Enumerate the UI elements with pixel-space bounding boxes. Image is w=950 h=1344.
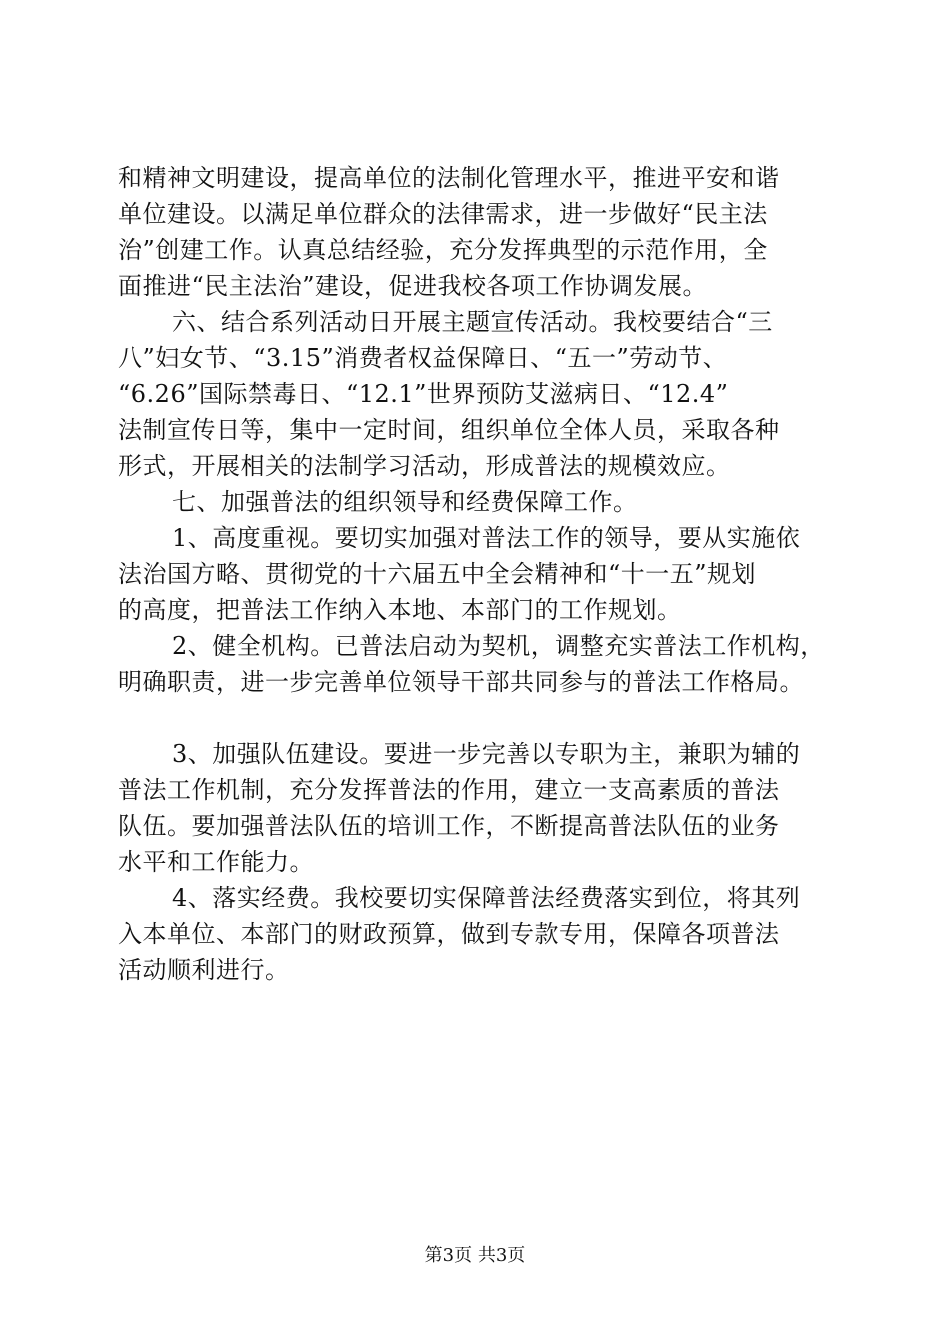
text-line: 活动顺利进行。 <box>118 956 290 984</box>
text-line: 单位建设。以满足单位群众的法律需求，进一步做好“民主法 <box>118 200 768 228</box>
list-item: 3、加强队伍建设。要进一步完善以专职为主，兼职为辅的 <box>172 740 801 768</box>
text-line: 的高度，把普法工作纳入本地、本部门的工作规划。 <box>118 596 682 624</box>
text-line: 面推进“民主法治”建设，促进我校各项工作协调发展。 <box>118 272 708 300</box>
list-item: 2、健全机构。已普法启动为契机，调整充实普法工作机构， <box>172 632 825 660</box>
text-line: 明确职责，进一步完善单位领导干部共同参与的普法工作格局。 <box>118 668 804 696</box>
text-line: 八”妇女节、“3.15”消费者权益保障日、“五一”劳动节、 <box>118 344 728 372</box>
list-item: 1、高度重视。要切实加强对普法工作的领导，要从实施依 <box>172 524 801 552</box>
text-line: 队伍。要加强普法队伍的培训工作，不断提高普法队伍的业务 <box>118 812 780 840</box>
text-line: 水平和工作能力。 <box>118 848 314 876</box>
text-line: 法治国方略、贯彻党的十六届五中全会精神和“十一五”规划 <box>118 560 757 588</box>
text-line: 治”创建工作。认真总结经验，充分发挥典型的示范作用，全 <box>118 236 768 264</box>
list-item: 4、落实经费。我校要切实保障普法经费落实到位，将其列 <box>172 884 801 912</box>
text-line: 形式，开展相关的法制学习活动，形成普法的规模效应。 <box>118 452 731 480</box>
paragraph-gap <box>118 700 848 736</box>
text-line: 入本单位、本部门的财政预算，做到专款专用，保障各项普法 <box>118 920 780 948</box>
text-line: 和精神文明建设，提高单位的法制化管理水平，推进平安和谐 <box>118 164 780 192</box>
document-body <box>118 160 848 988</box>
text-line: “6.26”国际禁毒日、“12.1”世界预防艾滋病日、“12.4” <box>118 380 729 408</box>
text-line: 普法工作机制，充分发挥普法的作用，建立一支高素质的普法 <box>118 776 780 804</box>
section-heading: 七、加强普法的组织领导和经费保障工作。 <box>172 488 638 516</box>
section-heading: 六、结合系列活动日开展主题宣传活动。我校要结合“三 <box>172 308 773 336</box>
text-line: 法制宣传日等，集中一定时间，组织单位全体人员，采取各种 <box>118 416 780 444</box>
page-number: 第3页 共3页 <box>424 1245 526 1266</box>
